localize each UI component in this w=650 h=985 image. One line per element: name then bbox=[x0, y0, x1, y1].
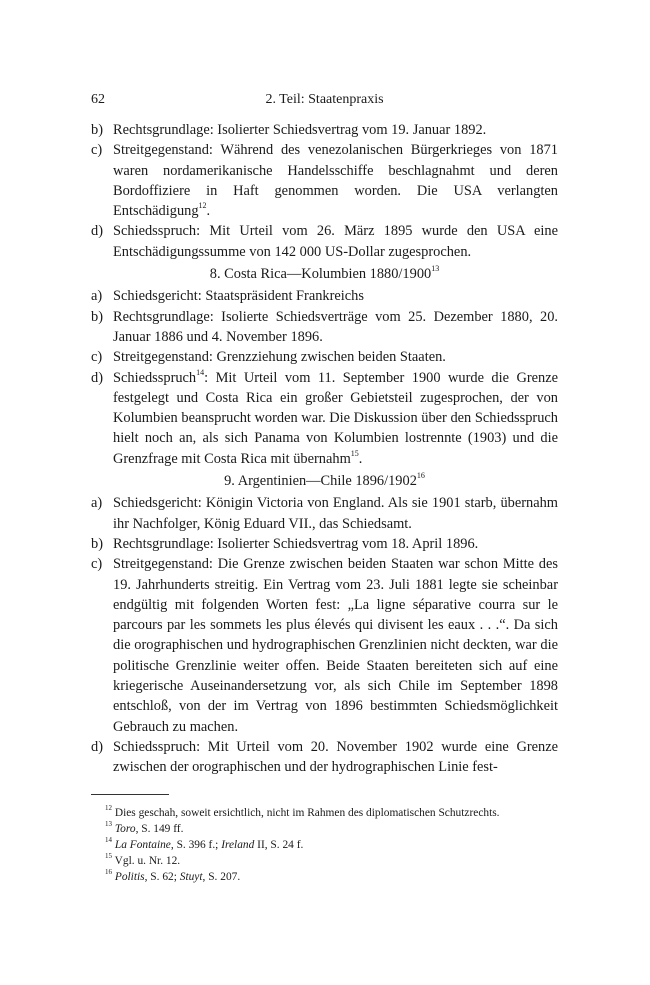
text-run: Rechtsgrundlage: Isolierte Schiedsverträge vom 25. Dezember 1880, 20. Januar 1886 und 4. November 1896. bbox=[113, 308, 558, 345]
text-run: Rechtsgrundlage: Isolierter Schiedsvertrag vom 19. Januar 1892. bbox=[113, 122, 487, 138]
footnote-ref: 12 bbox=[198, 201, 207, 211]
footnote-indent bbox=[91, 855, 105, 867]
page-body bbox=[91, 120, 558, 778]
footnote bbox=[91, 853, 558, 869]
cited-author: Stuyt bbox=[179, 870, 203, 883]
text-run: Schiedsspruch: Mit Urteil vom 20. November 1902 wurde eine Grenze zwischen der orographischen und der hydrographischen Linie fest- bbox=[113, 738, 558, 776]
list-item bbox=[91, 554, 558, 737]
list-item bbox=[91, 737, 558, 778]
list-item bbox=[91, 347, 558, 367]
item-text bbox=[113, 140, 558, 221]
text-run: : Mit Urteil vom 11. September 1900 wurde die Grenze festgelegt und Costa Rica ein großer Gebietsteil zugesprochen, der von Kolumbien beansprucht worden war. Die Diskussion über den Schiedsspruch hielt noch an, als sich Panama von Kolumbien lostrennte (1903) und die Grenzfrage mit Costa Rica mit übernahm bbox=[113, 369, 558, 467]
text-run: . bbox=[358, 450, 363, 467]
list-item bbox=[91, 493, 558, 534]
text-run: Streitgegenstand: Während des venezolanischen Bürgerkrieges von 1871 waren nordamerikanische Handelsschiffe beschlagnahmt und deren Bordoffiziere in Haft genommen worden. Die USA verlangten Entschädigung bbox=[113, 142, 558, 220]
item-text bbox=[113, 737, 558, 778]
item-label: b) bbox=[91, 122, 103, 138]
text-run: , S. 62; bbox=[144, 870, 180, 883]
footnote bbox=[91, 869, 558, 885]
footnote-ref: 14 bbox=[196, 367, 205, 377]
item-label: c) bbox=[91, 142, 103, 159]
text-run: Schiedsspruch: Mit Urteil vom 26. März 1895 wurde den USA eine Entschädigungssumme von 142 000 US-Dollar zugesprochen. bbox=[113, 223, 558, 260]
cited-author: Ireland bbox=[221, 838, 255, 851]
text-run: , S. 149 ff. bbox=[135, 822, 184, 835]
list-item bbox=[91, 307, 558, 348]
text-run: Vgl. u. Nr. 12. bbox=[114, 854, 181, 867]
item-label: b) bbox=[91, 308, 103, 325]
item-label: d) bbox=[91, 223, 103, 240]
item-label: a) bbox=[91, 495, 103, 512]
item-label: c) bbox=[91, 349, 103, 366]
text-run: . bbox=[206, 203, 211, 220]
text-run: 9. Argentinien—Chile 1896/1902 bbox=[224, 473, 417, 490]
item-label: b) bbox=[91, 535, 103, 552]
text-run: , S. 396 f.; bbox=[170, 838, 222, 851]
footnote-number: 15 bbox=[105, 851, 112, 860]
footnote-rule bbox=[91, 794, 169, 795]
footnote-indent bbox=[91, 839, 105, 851]
item-text bbox=[113, 286, 558, 306]
footnote-indent bbox=[91, 807, 105, 819]
section-heading bbox=[91, 264, 558, 284]
footnote-number: 16 bbox=[105, 867, 112, 876]
item-text bbox=[113, 554, 558, 737]
footnote-ref: 13 bbox=[431, 264, 440, 274]
running-title: 2. Teil: Staatenpraxis bbox=[265, 92, 384, 107]
text-run: Streitgegenstand: Die Grenze zwischen beiden Staaten war schon Mitte des 19. Jahrhunderts streitig. Ein Vertrag vom 23. Juli 1881 legte sie scheinbar endgültig mit folgenden Worten fest: „La ligne séparative courra sur le parcours par les sommets les plus élevés qui divisent les eaux . . .“. Da sich die orographischen und hydrographischen Grenzlinien nicht deckten, war die politische Grenzlinie weiter offen. Beide Staaten bereiteten sich auf eine kriegerische Auseinandersetzung vor, als sich Chile im September 1898 entschloß, von der im Vertrag von 1896 bestimmten Schiedsmöglichkeit Gebrauch zu machen. bbox=[113, 556, 558, 735]
item-text bbox=[113, 307, 558, 348]
item-label: a) bbox=[91, 288, 103, 305]
text-run: Rechtsgrundlage: Isolierter Schiedsvertrag vom 18. April 1896. bbox=[113, 535, 479, 552]
item-text bbox=[113, 120, 558, 140]
footnote bbox=[91, 805, 558, 821]
cited-author: Politis bbox=[114, 870, 145, 883]
footnotes bbox=[91, 805, 558, 885]
list-item bbox=[91, 368, 558, 469]
footnote-ref: 15 bbox=[350, 448, 359, 458]
footnote-number: 14 bbox=[105, 835, 112, 844]
item-label: d) bbox=[91, 738, 103, 755]
text-run: , S. 207. bbox=[202, 870, 241, 883]
text-run: Streitgegenstand: Grenzziehung zwischen beiden Staaten. bbox=[113, 349, 446, 366]
footnote-number: 13 bbox=[105, 819, 112, 828]
item-label: d) bbox=[91, 369, 103, 386]
page-number: 62 bbox=[91, 92, 105, 107]
item-text bbox=[113, 347, 558, 367]
cited-author: Toro bbox=[114, 822, 136, 835]
footnote-indent bbox=[91, 871, 105, 883]
item-label: c) bbox=[91, 556, 103, 573]
item-text bbox=[113, 534, 558, 554]
text-run: Dies geschah, soweit ersichtlich, nicht im Rahmen des diplomatischen Schutzrechts. bbox=[114, 806, 500, 819]
item-text bbox=[113, 368, 558, 469]
footnote-ref: 16 bbox=[416, 471, 425, 481]
cited-author: La Fontaine bbox=[114, 838, 171, 851]
footnote-indent bbox=[91, 823, 105, 835]
item-text bbox=[113, 493, 558, 534]
footnote bbox=[91, 837, 558, 853]
page-header bbox=[91, 92, 558, 112]
book-page bbox=[91, 92, 558, 885]
list-item bbox=[91, 140, 558, 221]
text-run: Schiedsgericht: Staatspräsident Frankreichs bbox=[113, 288, 364, 305]
list-item bbox=[91, 120, 558, 140]
footnote-number: 12 bbox=[105, 803, 112, 812]
text-run: 8. Costa Rica—Kolumbien 1880/1900 bbox=[209, 266, 432, 283]
text-run: II, S. 24 f. bbox=[254, 838, 304, 851]
list-item bbox=[91, 221, 558, 262]
list-item bbox=[91, 534, 558, 554]
text-run: Schiedsspruch bbox=[113, 369, 197, 386]
text-run: Schiedsgericht: Königin Victoria von England. Als sie 1901 starb, übernahm ihr Nachfolger, König Eduard VII., das Schiedsamt. bbox=[113, 495, 558, 532]
item-text bbox=[113, 221, 558, 262]
footnote bbox=[91, 821, 558, 837]
section-heading bbox=[91, 471, 558, 491]
list-item bbox=[91, 286, 558, 306]
